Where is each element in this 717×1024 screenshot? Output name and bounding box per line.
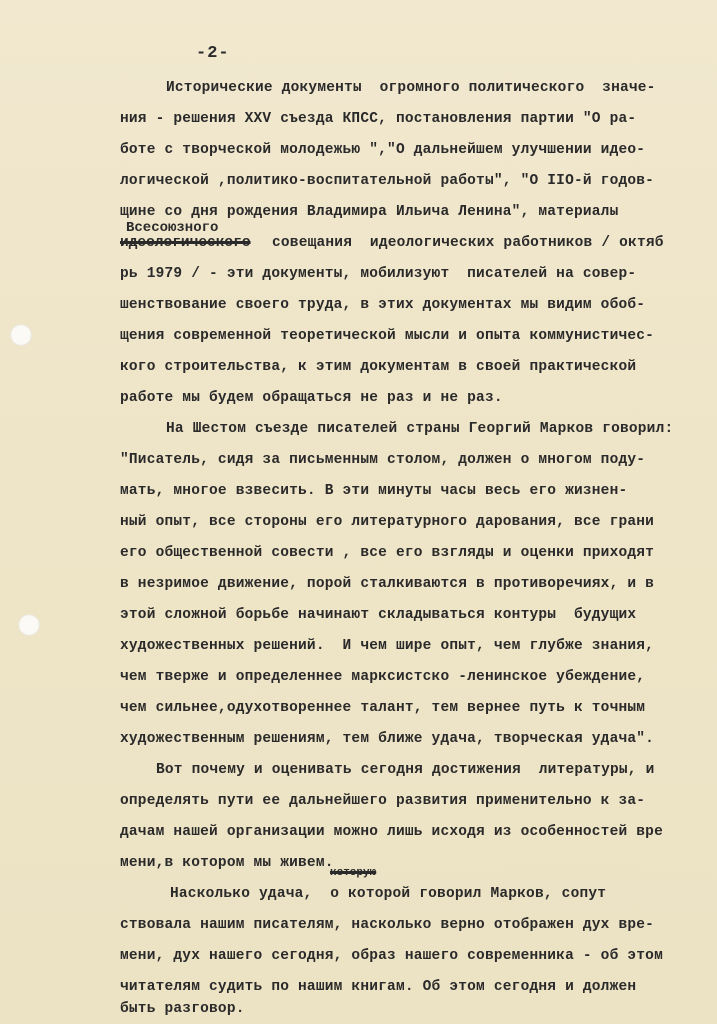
text-line: читателям судить по нашим книгам. Об этом сегодня и должен <box>120 979 637 995</box>
text-line: ный опыт, все стороны его литературного дарования, все грани <box>120 514 655 530</box>
text-line: Насколько удача, о которой говорил Марков, сопут <box>170 886 607 902</box>
text-line: ствовала нашим писателям, насколько верно отображен дух вре- <box>120 917 655 933</box>
text-line: Вот почему и оценивать сегодня достижения литературы, и <box>156 762 655 778</box>
text-line: рь 1979 / - эти документы, мобилизуют писателей на совер- <box>120 266 637 282</box>
text-line: На Шестом съезде писателей страны Георгий Марков говорил: <box>166 421 674 437</box>
text-line: мени, дух нашего сегодня, образ нашего современника - об этом <box>120 948 663 964</box>
text-line: художественных решений. И чем шире опыт, чем глубже знания, <box>120 638 655 654</box>
text-line: кого строительства, к этим документам в своей практической <box>120 359 637 375</box>
text-line: определять пути ее дальнейшего развития применительно к за- <box>120 793 646 809</box>
text-line: в незримое движение, порой сталкиваются в противоречиях, и в <box>120 576 655 592</box>
text-line: чем сильнее,одухотвореннее талант, тем вернее путь к точным <box>120 700 646 716</box>
text-line: работе мы будем обращаться не раз и не раз. <box>120 390 503 406</box>
text-line: художественным решениям, тем ближе удача, творческая удача". <box>120 731 655 747</box>
text-line: мени,в котором мы живем. <box>120 855 334 871</box>
text-line: щине со дня рождения Владимира Ильича Ленина", материалы <box>120 204 619 220</box>
text-line: "Писатель, сидя за письменным столом, должен о многом поду- <box>120 452 646 468</box>
punch-hole-top <box>10 324 32 346</box>
struck-word: идеологического <box>120 235 251 251</box>
text-line: быть разговор. <box>120 1001 245 1017</box>
text-line: ния - решения XXV съезда КПСС, постановления партии "О ра- <box>120 111 637 127</box>
text-line: Исторические документы огромного политического значе- <box>166 80 656 96</box>
text-line: его общественной совести , все его взгляды и оценки приходят <box>120 545 655 561</box>
text-line: шенствование своего труда, в этих документах мы видим обоб- <box>120 297 646 313</box>
text-line: щения современной теоретической мысли и опыта коммунистичес- <box>120 328 655 344</box>
text-line: дачам нашей организации можно лишь исходя из особенностей вре <box>120 824 663 840</box>
text-line: этой сложной борьбе начинают складываться контуры будущих <box>120 607 637 623</box>
handwritten-insertion: Всесоюзного <box>126 220 219 236</box>
text-line: логической ,политико-воспитательной работы", "О IIO-й годов- <box>120 173 655 189</box>
struck-word: которую <box>330 867 377 879</box>
text-line: чем тверже и определеннее марксистско -ленинское убеждение, <box>120 669 646 685</box>
punch-hole-bottom <box>18 614 40 636</box>
text-line: совещания идеологических работников / октяб <box>272 235 664 251</box>
text-line: мать, многое взвесить. В эти минуты часы весь его жизнен- <box>120 483 628 499</box>
page-number: -2- <box>196 44 230 63</box>
text-line: боте с творческой молодежью ","О дальнейшем улучшении идео- <box>120 142 646 158</box>
